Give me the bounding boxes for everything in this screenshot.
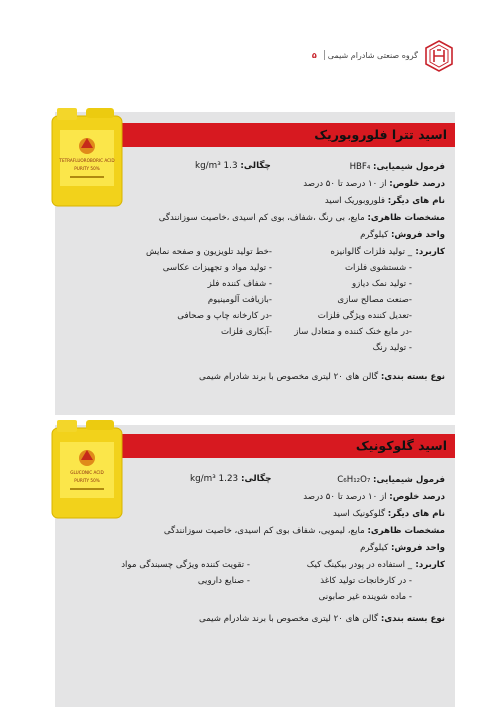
density-label-2: چگالی: [240, 474, 272, 484]
use-item: - صنایع دارویی [197, 576, 250, 586]
use-item: _ استفاده در پودر بیکینگ کیک [306, 560, 412, 570]
density-label-1: چگالی: [240, 161, 271, 171]
names-value-2: گلوکونیک اسید [333, 509, 386, 519]
purity-label-2: درصد خلوص: [389, 492, 445, 502]
jug-label-purity-1: PURITY 50% [74, 166, 100, 171]
unit-label-1: واحد فروش: [390, 230, 445, 240]
density-value-1: 1.3 kg/m³ [195, 161, 238, 171]
names-value-1: فلوروبوریک اسید [324, 196, 386, 206]
unit-value-2: کیلوگرم [360, 543, 389, 553]
formula-value-2: C₆H₁₂O₇ [337, 475, 371, 485]
formula-row-1 [350, 160, 445, 174]
purity-row-1 [303, 177, 445, 191]
chemical-jug-image-2 [46, 416, 128, 520]
appearance-row-1 [159, 211, 445, 225]
use-item: _ تولید فلزات گالوانیزه [330, 247, 412, 257]
product-title-2: اسید گلوکونیک [75, 434, 455, 458]
names-row-2 [333, 507, 445, 521]
density-row-1 [195, 161, 271, 171]
appearance-label-2: مشخصات ظاهری: [367, 526, 445, 536]
uses-right-list-1 [294, 244, 412, 356]
use-item: - شستشوی فلزات [344, 263, 412, 273]
use-item: - در کارخانجات تولید کاغذ [320, 576, 412, 586]
use-label-1: کاربرد: [415, 247, 445, 257]
use-item: - ماده شوینده غیر صابونی [318, 592, 412, 602]
use-item: - شفاف کننده فلز [207, 279, 272, 289]
purity-row-2 [303, 490, 445, 504]
formula-value-1: HBF₄ [349, 162, 371, 172]
unit-row-2 [360, 541, 445, 555]
purity-value-1: از ۱۰ درصد تا ۵۰ درصد [303, 179, 387, 189]
jug-label-name-2: GLUCONIC ACID [70, 470, 104, 475]
use-item: -در کارخانه چاپ و صحافی [177, 311, 272, 321]
uses-left-list-2 [121, 557, 250, 589]
density-row-2 [190, 474, 271, 484]
use-item: - تقویت کننده ویژگی چسبندگی مواد [121, 560, 250, 570]
uses-right-list-2 [307, 557, 412, 605]
use-item: -تعدیل کننده ویژگی فلزات [317, 311, 412, 321]
appearance-value-2: مایع، لیمویی، شفاف بوی کم اسیدی، خاصیت سوزانندگی [163, 526, 365, 536]
jug-label-name-1: TETRAFLUOROBORIC ACID [59, 158, 115, 163]
purity-label-1: درصد خلوص: [389, 179, 445, 189]
unit-label-2: واحد فروش: [390, 543, 445, 553]
use-item: - تولید نمک دیازو [351, 279, 412, 289]
pack-value-2: گالن های ۲۰ لیتری مخصوص با برند شادرام شیمی [199, 614, 379, 624]
company-logo [423, 39, 455, 73]
pack-row-1 [199, 370, 445, 384]
appearance-value-1: مایع، بی رنگ ،شفاف، بوی کم اسیدی ،خاصیت سوزانندگی [158, 213, 365, 223]
names-label-2: نام های دیگر: [387, 509, 445, 519]
jug-label-purity-2: PURITY 50% [74, 478, 100, 483]
formula-label-1: فرمول شیمیایی: [373, 162, 445, 172]
appearance-label-1: مشخصات ظاهری: [367, 213, 445, 223]
pack-label-2: نوع بسته بندی: [380, 614, 445, 624]
unit-value-1: کیلوگرم [360, 230, 389, 240]
product-title-1: اسید تترا فلوروبوریک [75, 123, 455, 147]
purity-value-2: از ۱۰ درصد تا ۵۰ درصد [303, 492, 387, 502]
use-item: -بازیافت آلومینیوم [207, 295, 272, 305]
pack-row-2 [199, 612, 445, 626]
formula-row-2 [337, 473, 445, 487]
density-value-2: 1.23 kg/m³ [190, 474, 239, 484]
use-item: -خط تولید تلویزیون و صفحه نمایش [145, 247, 272, 257]
appearance-row-2 [164, 524, 445, 538]
pack-value-1: گالن های ۲۰ لیتری مخصوص با برند شادرام شیمی [199, 372, 379, 382]
formula-label-2: فرمول شیمیایی: [373, 475, 445, 485]
names-row-1 [325, 194, 445, 208]
page-number: ۵ [311, 50, 317, 60]
page-header [300, 49, 418, 61]
use-label-2: کاربرد: [415, 560, 445, 570]
use-item: -در مایع خنک کننده و متعادل ساز [294, 327, 412, 337]
header-divider [324, 50, 325, 60]
pack-label-1: نوع بسته بندی: [380, 372, 445, 382]
use-item: - تولید رنگ [372, 343, 412, 353]
chemical-jug-image-1 [46, 104, 128, 208]
use-item: -آبکاری فلزات [220, 327, 272, 337]
company-name: گروه صنعتی شادرام شیمی [327, 50, 418, 60]
uses-left-list-1 [146, 244, 272, 340]
use-item: - تولید مواد و تجهیزات عکاسی [162, 263, 272, 273]
names-label-1: نام های دیگر: [387, 196, 445, 206]
unit-row-1 [360, 228, 445, 242]
use-item: -صنعت مصالح سازی [337, 295, 412, 305]
